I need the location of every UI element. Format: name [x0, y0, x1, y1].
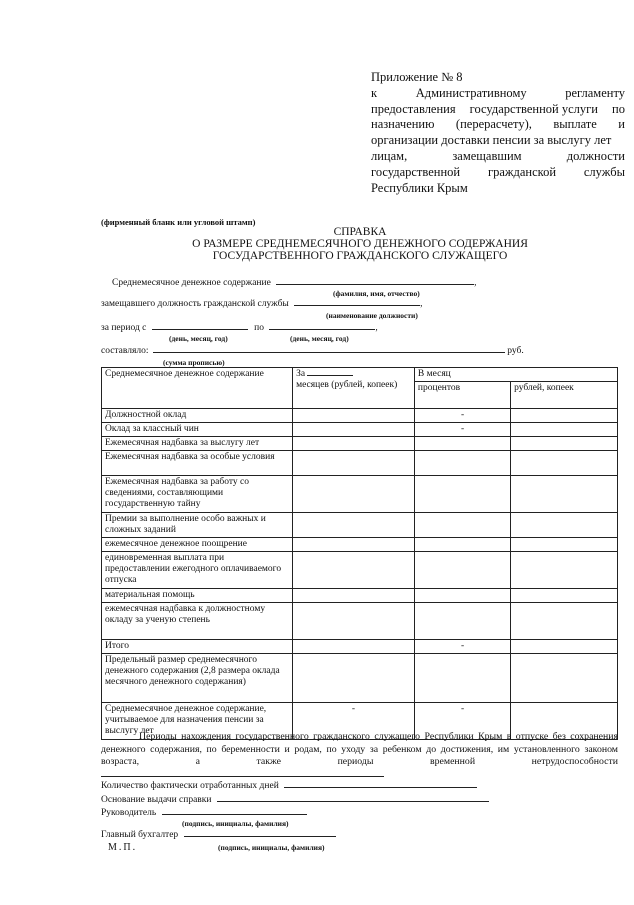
table-row — [102, 603, 618, 640]
amount-caption: (сумма прописью) — [163, 358, 225, 367]
table-row — [102, 476, 618, 513]
row-percent-value[interactable] — [414, 552, 510, 589]
table-row — [102, 423, 618, 437]
salary-line: Среднемесячное денежное содержание , — [112, 278, 477, 288]
table-row — [102, 409, 618, 423]
table-row — [102, 451, 618, 476]
row-percent-value[interactable] — [414, 603, 510, 640]
row-percent-value[interactable] — [414, 654, 510, 703]
row-percent-value[interactable] — [414, 451, 510, 476]
amount-line — [101, 346, 541, 356]
head-col-percent: процентов — [414, 382, 510, 409]
annex-line-2: предоставления государственной услуги по — [371, 101, 625, 116]
period-from-field[interactable] — [152, 329, 248, 330]
letterhead-note: (фирменный бланк или угловой штамп) — [101, 217, 256, 227]
row-percent-value[interactable] — [414, 476, 510, 513]
table-row — [102, 437, 618, 451]
row-percent-value[interactable]: - — [414, 409, 510, 423]
position-caption: (наименование должности) — [326, 311, 418, 320]
amount-unit: руб. — [507, 346, 524, 356]
table-row — [102, 552, 618, 589]
head-col-per-month: В месяц — [414, 368, 617, 382]
amount-label: составляло: — [101, 346, 149, 356]
row-months-value[interactable] — [293, 640, 415, 654]
date-caption-from: (день, месяц, год) — [169, 334, 228, 343]
position-line: замещавшего должность гражданской службы , — [101, 299, 423, 309]
head-label: Руководитель — [101, 808, 157, 818]
row-label: Премии за выполнение особо важных и сложных заданий — [102, 513, 293, 538]
head-col-rubles: рублей, копеек — [511, 382, 618, 409]
head-col-salary: Среднемесячное денежное содержание — [102, 368, 293, 409]
position-label: замещавшего должность гражданской службы — [101, 299, 289, 309]
table-row — [102, 654, 618, 703]
row-months-value[interactable] — [293, 451, 415, 476]
days-label: Количество фактически отработанных дней — [101, 781, 279, 791]
row-label: Итого — [102, 640, 293, 654]
row-rubles-value[interactable] — [511, 552, 618, 589]
row-months-value[interactable] — [293, 409, 415, 423]
fio-field[interactable] — [276, 284, 474, 285]
row-label: ежемесячная надбавка к должностному окладу за ученую степень — [102, 603, 293, 640]
annex-line-4: организации доставки пенсии за выслугу лет — [371, 133, 612, 148]
row-label: Ежемесячная надбавка за особые условия — [102, 451, 293, 476]
row-rubles-value[interactable] — [511, 409, 618, 423]
row-percent-value[interactable] — [414, 513, 510, 538]
row-label: ежемесячное денежное поощрение — [102, 538, 293, 552]
row-months-value[interactable] — [293, 437, 415, 451]
row-rubles-value[interactable] — [511, 451, 618, 476]
annex-line-3: назначению (перерасчету), выплате и — [371, 117, 625, 132]
row-months-value[interactable] — [293, 423, 415, 437]
fio-caption: (фамилия, имя, отчество) — [333, 289, 420, 298]
row-months-value[interactable] — [293, 476, 415, 513]
row-rubles-value[interactable] — [511, 654, 618, 703]
head-caption: (подпись, инициалы, фамилия) — [182, 819, 289, 828]
row-months-value[interactable]: - — [293, 703, 415, 740]
date-caption-to: (день, месяц, год) — [290, 334, 349, 343]
row-label: Оклад за классный чин — [102, 423, 293, 437]
row-percent-value[interactable] — [414, 437, 510, 451]
annex-title: Приложение № 8 — [371, 70, 463, 84]
table-row — [102, 589, 618, 603]
row-rubles-value[interactable] — [511, 437, 618, 451]
amount-field[interactable] — [153, 352, 505, 353]
table-header-row — [102, 368, 618, 382]
row-months-value[interactable] — [293, 589, 415, 603]
period-to-label: по — [254, 323, 264, 333]
row-rubles-value[interactable] — [511, 538, 618, 552]
row-rubles-value[interactable] — [511, 589, 618, 603]
position-field[interactable] — [294, 305, 420, 306]
table-row — [102, 538, 618, 552]
row-rubles-value[interactable] — [511, 423, 618, 437]
period-line: за период с по , — [101, 323, 378, 333]
accountant-label: Главный бухгалтер — [101, 830, 179, 840]
row-label: Ежемесячная надбавка за работу со сведениями, составляющими государственную тайну — [102, 476, 293, 513]
row-label: материальная помощь — [102, 589, 293, 603]
annex-line-5: лицам, замещавшим должности — [371, 148, 625, 163]
accountant-signature-field[interactable] — [184, 836, 336, 837]
periods-field[interactable] — [101, 776, 384, 777]
days-field[interactable] — [284, 787, 477, 788]
row-percent-value[interactable]: - — [414, 703, 510, 740]
row-percent-value[interactable] — [414, 589, 510, 603]
basis-label: Основание выдачи справки — [101, 795, 212, 805]
row-percent-value[interactable]: - — [414, 423, 510, 437]
row-months-value[interactable] — [293, 552, 415, 589]
salary-table — [101, 367, 618, 740]
row-label: Предельный размер среднемесячного денежного содержания (2,8 размера оклада месячного денежного содержания) — [102, 654, 293, 703]
table-row — [102, 640, 618, 654]
period-label: за период с — [101, 323, 147, 333]
accountant-line — [101, 830, 336, 840]
head-signature-field[interactable] — [162, 814, 307, 815]
annex-line-6: государственной гражданской службы — [371, 164, 625, 179]
row-label: Должностной оклад — [102, 409, 293, 423]
basis-line — [101, 795, 489, 805]
row-rubles-value[interactable] — [511, 640, 618, 654]
annex-line-1: к Административному регламенту — [371, 85, 625, 100]
basis-field[interactable] — [217, 801, 489, 802]
period-to-field[interactable] — [269, 329, 375, 330]
row-months-value[interactable] — [293, 603, 415, 640]
annex-line-7: Республики Крым — [371, 180, 468, 195]
row-percent-value[interactable]: - — [414, 640, 510, 654]
row-rubles-value[interactable] — [511, 513, 618, 538]
accountant-caption: (подпись, инициалы, фамилия) — [218, 843, 325, 852]
salary-label: Среднемесячное денежное содержание — [112, 278, 271, 288]
periods-paragraph: Периоды нахождения государственного гражданского служащего Республики Крым в отпуске без сохранения денежного содержания, по беременности и родам, по уходу за ребенком до достижения, им установленного законом возраста, а также периоды временной нетрудоспособности — [101, 731, 618, 781]
row-rubles-value[interactable] — [511, 603, 618, 640]
doc-title: СПРАВКА — [333, 226, 387, 238]
row-months-value[interactable] — [293, 513, 415, 538]
table-row — [102, 513, 618, 538]
row-months-value[interactable] — [293, 654, 415, 703]
row-label: единовременная выплата при предоставлении ежегодного оплачиваемого отпуска — [102, 552, 293, 589]
row-label: Среднемесячное денежное содержание, учитываемое для назначения пенсии за выслугу лет — [102, 703, 293, 740]
head-col-months: За месяцев (рублей, копеек) — [293, 368, 415, 409]
row-rubles-value[interactable] — [511, 476, 618, 513]
stamp-label: М.П. — [108, 842, 138, 853]
days-line — [101, 781, 477, 791]
head-line — [101, 808, 307, 818]
doc-subtitle-2: ГОСУДАРСТВЕННОГО ГРАЖДАНСКОГО СЛУЖАЩЕГО — [212, 250, 508, 262]
doc-subtitle-1: О РАЗМЕРЕ СРЕДНЕМЕСЯЧНОГО ДЕНЕЖНОГО СОДЕРЖАНИЯ — [192, 238, 528, 250]
row-percent-value[interactable] — [414, 538, 510, 552]
annex-block — [371, 70, 625, 196]
row-months-value[interactable] — [293, 538, 415, 552]
row-label: Ежемесячная надбавка за выслугу лет — [102, 437, 293, 451]
